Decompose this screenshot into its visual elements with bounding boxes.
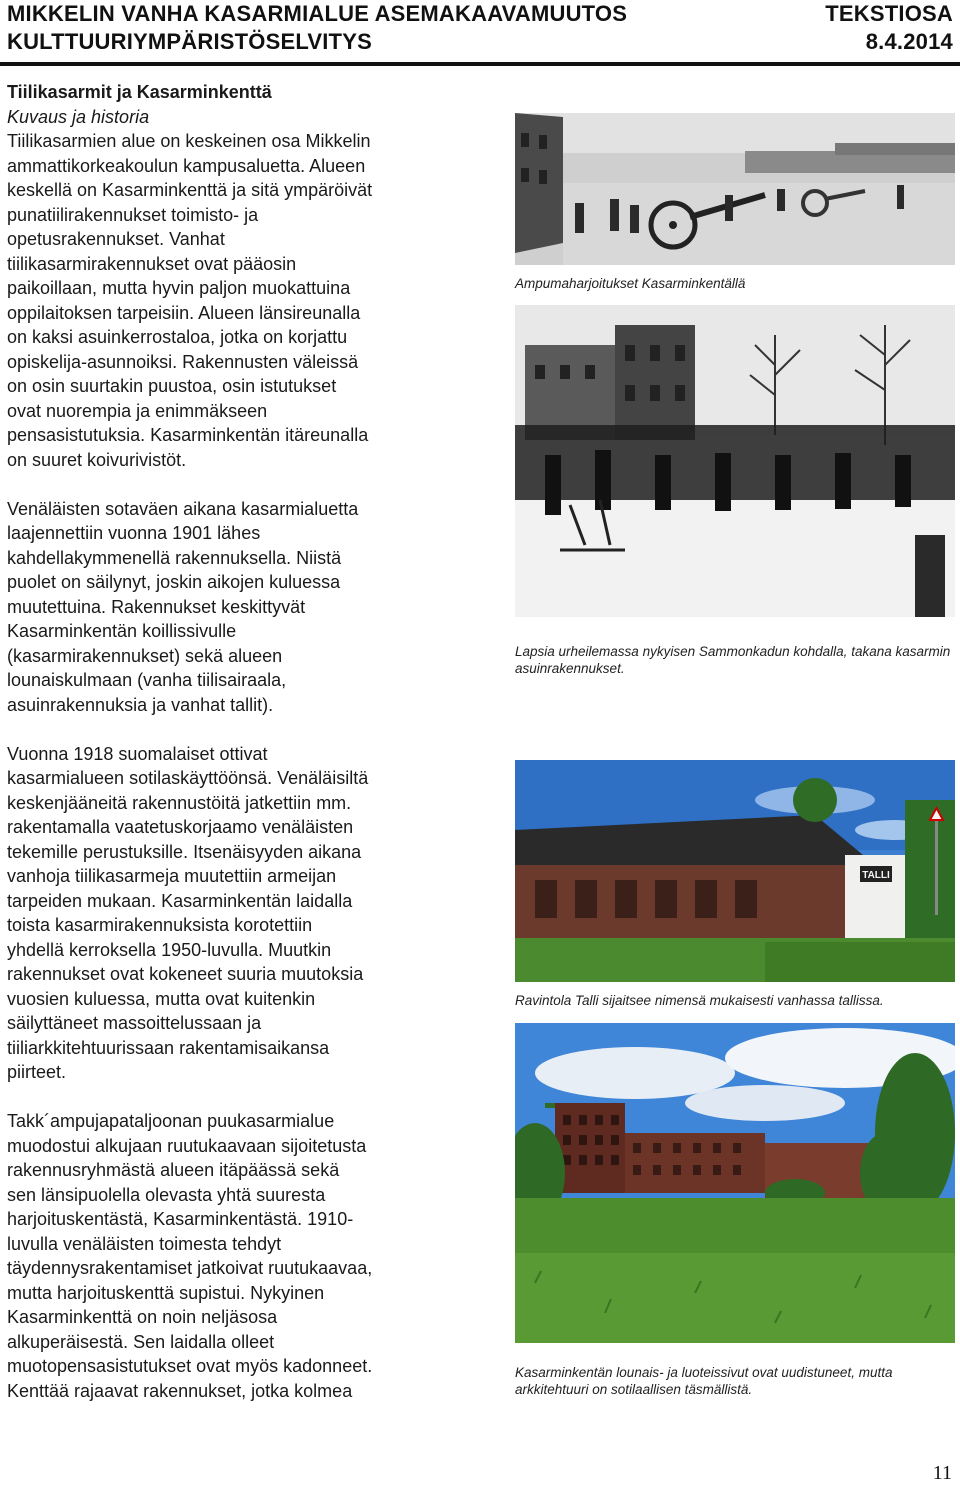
historical-children-photo: [515, 305, 955, 617]
header-rule: [0, 62, 960, 66]
photo-caption: Lapsia urheilemassa nykyisen Sammonkadun kohdalla, takana kasarmin asuinrakennukset.: [515, 644, 951, 676]
text-line: Kasarminkenttä on noin neljäsosa: [7, 1307, 278, 1327]
text-line: toista kasarmirakennuksista korotettiin: [7, 915, 313, 935]
text-line: luvulla venäläisten toimesta tehdyt: [7, 1233, 282, 1254]
talli-building-photo: [515, 760, 955, 982]
text-line: muotopensasistutukset ovat myös kadonneet.: [7, 1356, 373, 1376]
text-line: säilyttäneet massoittelussaan ja: [7, 1013, 262, 1033]
text-line: lounaiskulmaan (vanha tiilisairaala,: [7, 670, 287, 690]
page-header: [7, 0, 953, 56]
text-line: kahdellakymmenellä rakennuksella. Niistä: [7, 547, 342, 568]
text-line: kasarmialueen sotilaskäyttöönsä. Venäläisiltä: [7, 768, 369, 788]
photo-caption: Ampumaharjoitukset Kasarminkentällä: [515, 276, 746, 291]
paragraph: [7, 742, 457, 1085]
text-line: rakennukset ovat kokeneet suuria muutoksia: [7, 964, 364, 984]
text-line: (kasarmirakennukset) sekä alueen: [7, 645, 283, 666]
text-line: oppilaitoksen tarpeisiin. Alueen länsireunalla: [7, 302, 361, 323]
paragraph-gap: [7, 472, 457, 497]
text-line: tekemille perustuksille. Itsenäisyyden aikana: [7, 841, 362, 862]
text-line: ovat nuorempia ja enimmäkseen: [7, 400, 268, 421]
body-text-column: [7, 80, 457, 1403]
text-line: pensasistutuksia. Kasarminkentän itäreunalla: [7, 425, 369, 445]
text-line: alkuperäisestä. Sen laidalla olleet: [7, 1331, 275, 1352]
text-line: Kasarminkentän koillissivulle: [7, 621, 237, 641]
text-line: yhdellä kerroksella 1950-luvulla. Muutkin: [7, 939, 332, 960]
kasarminkentta-field-photo: [515, 1023, 955, 1343]
paragraph: [7, 129, 457, 472]
text-line: harjoituskentästä, Kasarminkentästä. 1910-: [7, 1209, 354, 1229]
text-line: punatiilirakennukset toimisto- ja: [7, 204, 259, 225]
text-line: mutta harjoituskenttä supistui. Nykyinen: [7, 1282, 325, 1303]
document-subtitle: KULTTUURIYMPÄRISTÖSELVITYS: [7, 29, 372, 54]
text-line: Tiilikasarmien alue on keskeinen osa Mikkelin: [7, 131, 371, 151]
document-date: 8.4.2014: [865, 29, 953, 54]
text-line: rakennusryhmästä alueen itäpäässä sekä: [7, 1160, 340, 1180]
text-line: rakentamalla vaatetuskorjaamo venäläisten: [7, 817, 354, 837]
text-line: keskenjääneitä rakennustöitä jatkettiin mm.: [7, 792, 352, 813]
text-line: vuosien kuluessa, mutta ovat kuitenkin: [7, 988, 316, 1009]
text-line: Vuonna 1918 suomalaiset ottivat: [7, 743, 268, 764]
text-line: piirteet.: [7, 1062, 67, 1082]
text-line: sen länsipuolella olevasta yhtä suuresta: [7, 1184, 326, 1205]
text-line: ammattikorkeakoulun kampusaluetta. Alueen: [7, 155, 366, 176]
text-line: on kaksi asuinkerrostaloa, jotka on korjattu: [7, 327, 348, 347]
text-line: puolet on säilynyt, joskin aikojen kuluessa: [7, 572, 341, 592]
page-number: 11: [932, 1462, 952, 1484]
text-line: muutettuina. Rakennukset keskittyvät: [7, 596, 306, 617]
text-line: keskellä on Kasarminkenttä ja sitä ympäröivät: [7, 180, 373, 200]
photo-caption: Kasarminkentän lounais- ja luoteissivut ovat uudistuneet, mutta arkkitehtuuri on sotilaallisen täsmällistä.: [515, 1365, 893, 1397]
text-line: Venäläisten sotaväen aikana kasarmialuetta: [7, 498, 359, 519]
text-line: on osin suurtakin puustoa, osin istutukset: [7, 376, 337, 396]
talli-sign: TALLI: [862, 870, 890, 881]
text-line: opetusrakennukset. Vanhat: [7, 229, 225, 249]
text-line: Kenttää rajaavat rakennukset, jotka kolmea: [7, 1380, 353, 1401]
text-line: tiiliarkkitehtuurissaan rakentamisaikansa: [7, 1037, 330, 1058]
text-line: vanhoja tiilikasarmeja muutettiin armeijan: [7, 866, 337, 886]
photo-caption: Ravintola Talli sijaitsee nimensä mukaisesti vanhassa tallissa.: [515, 993, 884, 1008]
document-title: MIKKELIN VANHA KASARMIALUE ASEMAKAAVAMUUTOS: [7, 1, 628, 26]
section-title: Tiilikasarmit ja Kasarminkenttä: [7, 82, 272, 102]
document-part: TEKSTIOSA: [825, 1, 953, 26]
section-subtitle: Kuvaus ja historia: [7, 106, 150, 127]
text-line: asuinrakennuksia ja vanhat tallit).: [7, 694, 274, 715]
historical-artillery-photo: [515, 113, 955, 265]
text-line: on suuret koivurivistöt.: [7, 449, 187, 470]
text-line: Takk´ampujapataljoonan puukasarmialue: [7, 1111, 335, 1131]
text-line: laajennettiin vuonna 1901 lähes: [7, 523, 261, 543]
text-line: tiilikasarmirakennukset ovat pääosin: [7, 253, 297, 274]
text-line: tarpeiden mukaan. Kasarminkentän laidalla: [7, 890, 353, 911]
text-line: opiskelija-asunnoiksi. Rakennusten väleissä: [7, 351, 359, 372]
paragraph-gap: [7, 1085, 457, 1110]
text-line: muodostui alkujaan ruutukaavaan sijoitetusta: [7, 1135, 367, 1156]
text-line: täydennysrakentamiset jatkoivat ruutukaavaa,: [7, 1258, 373, 1278]
text-line: paikoillaan, mutta hyvin paljon muokattuina: [7, 278, 351, 298]
paragraph: [7, 497, 457, 718]
paragraph-gap: [7, 717, 457, 742]
paragraph: [7, 1109, 457, 1403]
